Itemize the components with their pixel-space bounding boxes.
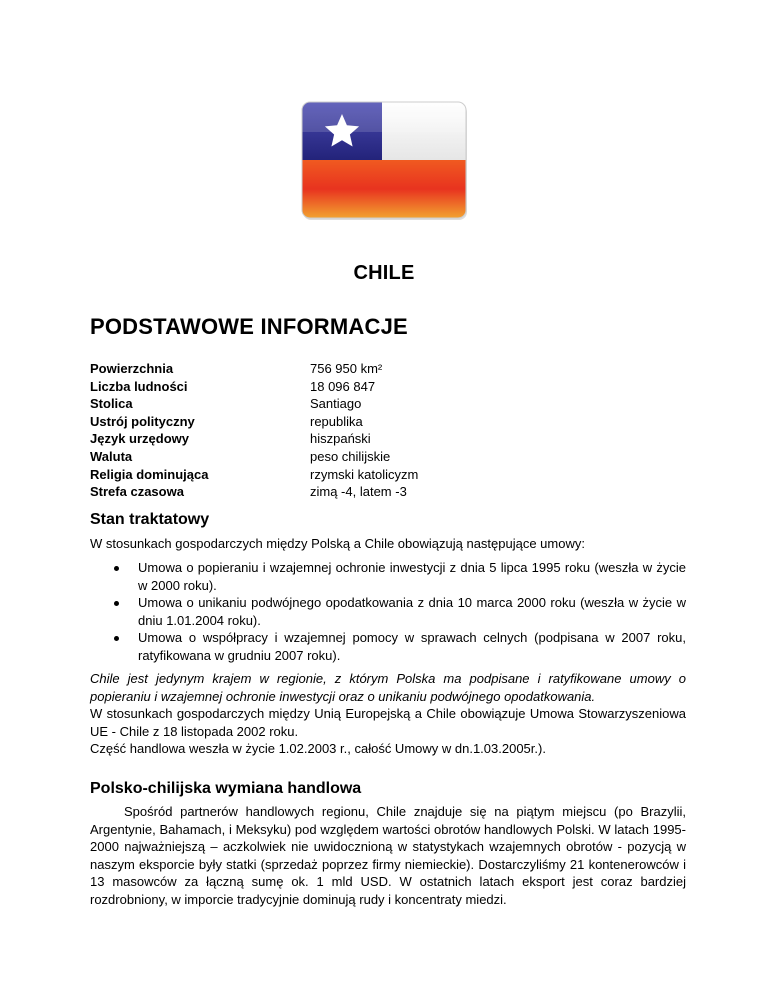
info-row xyxy=(90,395,610,413)
info-row xyxy=(90,378,610,396)
page-title: CHILE xyxy=(353,262,415,284)
info-label: Waluta xyxy=(90,448,133,464)
info-value: hiszpański xyxy=(310,431,371,447)
treaty-item-text: Umowa o współpracy i wzajemnej pomocy w sprawach celnych (podpisana w 2007 roku, ratyfikowana w grudniu 2007 roku). xyxy=(138,630,686,663)
info-row xyxy=(90,430,610,448)
info-row xyxy=(90,483,610,501)
list-item xyxy=(90,629,686,664)
trade-body: Spośród partnerów handlowych regionu, Chile znajduje się na piątym miejscu (po Brazylii, Argentynie, Bahamach, i Meksyku) pod względem wartości obrotów handlowych Polski. W latach 1995-2000 najważniejszą – aczkolwiek nie uwidocznioną w statystykach wzajemnych obrotów - pozycją w naszym eksporcie były statki (sprzedaż poprzez firmy niemieckie). Dostarczyliśmy 21 kontenerowców i 13 masowców za łączną sumę ok. 1 mld USD. W ostatnich latach eksport jest coraz bardziej rozdrobniony, w imporcie tradycyjnie dominują rudy i koncentraty miedzi. xyxy=(90,804,686,907)
chile-flag-icon xyxy=(300,100,468,220)
treaty-heading: Stan traktatowy xyxy=(90,511,210,528)
list-item xyxy=(90,594,686,629)
info-value: 756 950 km² xyxy=(310,361,383,376)
info-label: Religia dominująca xyxy=(90,466,209,482)
treaty-italic-note: Chile jest jedynym krajem w regionie, z którym Polska ma podpisane i ratyfikowane umowy o popieraniu i wzajemnej ochronie inwestycji oraz o unikaniu podwójnego opodatkowania. xyxy=(90,671,686,704)
info-value: zimą -4, latem -3 xyxy=(310,484,407,500)
basic-info-heading: PODSTAWOWE INFORMACJE xyxy=(90,314,408,339)
bullet-icon xyxy=(114,601,119,606)
info-row xyxy=(90,360,610,378)
bullet-icon xyxy=(114,636,119,641)
info-value: republika xyxy=(310,413,363,429)
info-label: Liczba ludności xyxy=(90,378,188,394)
trade-part-text: Część handlowa weszła w życie 1.02.2003 r., całość Umowy w dn.1.03.2005r.). xyxy=(90,741,546,756)
info-row xyxy=(90,448,610,466)
info-label: Powierzchnia xyxy=(90,361,174,376)
eu-agreement-text: W stosunkach gospodarczych między Unią Europejską a Chile obowiązuje Umowa Stowarzyszeniowa UE - Chile z 18 listopada 2002 roku. xyxy=(90,706,686,739)
info-row xyxy=(90,413,610,431)
treaty-intro: W stosunkach gospodarczych między Polską a Chile obowiązują następujące umowy: xyxy=(90,536,585,551)
basic-info-table xyxy=(90,360,610,501)
info-label: Język urzędowy xyxy=(90,431,189,447)
list-item xyxy=(90,559,686,594)
info-row xyxy=(90,466,610,484)
info-value: peso chilijskie xyxy=(310,448,391,464)
info-value: Santiago xyxy=(310,396,362,412)
bullet-icon xyxy=(114,566,119,571)
trade-heading: Polsko-chilijska wymiana handlowa xyxy=(90,780,362,797)
info-label: Stolica xyxy=(90,396,133,412)
info-value: 18 096 847 xyxy=(310,378,376,394)
treaty-item-text: Umowa o popieraniu i wzajemnej ochronie inwestycji z dnia 5 lipca 1995 roku (weszła w życie w 2000 roku). xyxy=(138,560,686,593)
info-label: Ustrój polityczny xyxy=(90,413,195,429)
info-label: Strefa czasowa xyxy=(90,484,184,500)
flag-image xyxy=(300,100,468,220)
info-value: rzymski katolicyzm xyxy=(310,466,419,482)
treaty-item-text: Umowa o unikaniu podwójnego opodatkowania z dnia 10 marca 2000 roku (weszła w życie w dniu 1.01.2004 roku). xyxy=(138,595,686,628)
treaty-list xyxy=(90,559,686,665)
